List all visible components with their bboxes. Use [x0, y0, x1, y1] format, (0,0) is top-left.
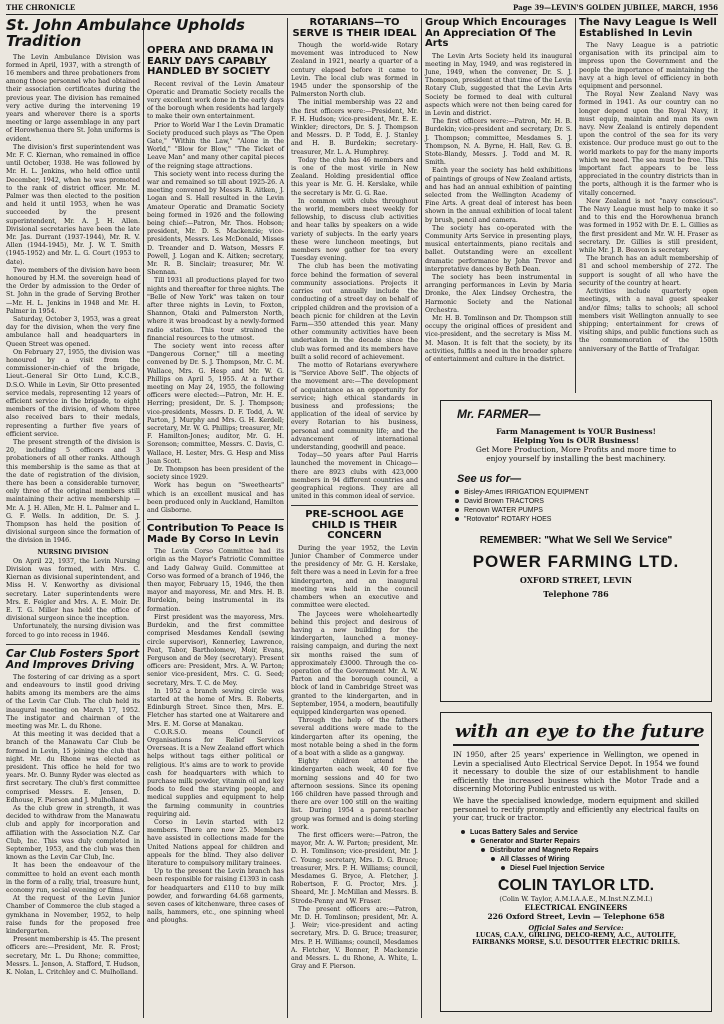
kindergarten-headline: PRE-SCHOOL AGE CHILD IS THEIR CONCERN	[305, 509, 404, 542]
ad-list-item	[455, 489, 711, 496]
article-paragraph: Today—50 years after Paul Harris launched the movement in Chicago—there are 8923 clubs with 423,000 members in 94 different countries and geographical regions. They are all united in this common ideal of service.	[291, 452, 418, 501]
paper-name: THE CHRONICLE	[6, 3, 76, 12]
ad-company-name: POWER FARMING LTD.	[472, 552, 680, 571]
arts-headline: Group Which Encourages An Appreciation Of The Arts	[425, 17, 567, 49]
bullet-icon	[481, 848, 485, 852]
ad-list-text: Renown WATER PUMPS	[464, 507, 543, 514]
column-opera-corso	[147, 46, 284, 1022]
article-paragraph: The present officers are:—Patron, Mr. D. H. Tomlinson; president, Mr. A. J. Weir; vice-president and acting secretary, Mrs. D. G. Bruce; treasurer, Mrs. P. H. Williams; council, Mesdames A. Fletcher, V. Bonner, P. Mackenzie and Messrs. L. du Rhone, A. White, L. Gray and F. Pierson.	[291, 905, 418, 971]
article-paragraph: The club has been the motivating force behind the formation of several community associations. Projects it carries out annually include the conducting of a street day on behalf of crippled children and the provision of a beach picnic for children at the Levin Farm—350 attended this year. Many other community activities have been undertaken in the decade since the club was formed and its members have built a solid record of achievement.	[291, 263, 418, 361]
article-paragraph: At this meeting it was decided that a branch of the Manawatu Car Club be formed in Levin, 15 joining the club that night. Mr. du Rhone was elected as president. This office he held for two years. Mr. O. Bunny Ryder was elected as first secretary. The club's first committee comprised Messrs. E. Jensen, D. Edhouse, F. Pierson and J. Mulholland.	[6, 731, 140, 804]
ad-list-item	[455, 507, 711, 514]
article-paragraph: As the club grew in strength, it was decided to withdraw from the Manawatu club and apply for incorporation and affiliation with the Association N.Z. Car Club, Inc. This was duly completed in September, 1953, and the club was then known as the Levin Car Club, Inc.	[6, 805, 140, 862]
bullet-icon	[455, 490, 459, 494]
article-paragraph: Eighty children attend the kindergarten each week, 40 for five morning sessions and 40 for two afternoon sessions. Since its opening 166 children have passed through and there are over 100 still on the waiting list. During 1954 a parent-teacher group was formed and is doing sterling work.	[291, 758, 418, 831]
article-paragraph: Today the club has 46 members and is one of the most virile in New Zealand. Holding presidential office this year is Mr. G. H. Kerslake, while the secretary is Mr. G. G. Rae.	[291, 156, 418, 197]
ad2-body-2: We have the specialised knowledge, modern equipment and skilled personnel to rectify promptly and efficiently any electrical faults on your car, truck or tractor.	[453, 796, 699, 823]
article-paragraph: Though the world-wide Rotary movement was introduced to New Zealand in 1921, nearly a quarter of a century elapsed before it came to Levin. The local club was formed in 1945 under the sponsorship of the Palmerston North club.	[291, 42, 418, 99]
column-rotary-kindergarten	[291, 18, 418, 1022]
ad2-body: IN 1950, after 25 years' experience in Wellington, we opened in Levin a specialised Auto Electrical Service Depot. In 1954 we found it necessary to double the size of our establishment to handle efficiently the increased business which the Motor Trade and a discerning Motoring Public entrusted us with.	[453, 751, 699, 794]
ad-list-text: Lucas Battery Sales and Service	[470, 828, 578, 836]
article-paragraph: The present strength of the division is 20, including 5 officers and 3 probationers of all other ranks. Although this membership is the same as that at the date of registration of the division, there has been a considerable turnover, only three of the original members still maintaining their active membership — Mr. A. J. H. Allen, Mr. H. L. Palmer and L. G. F. Wells. In addition, Dr. S. J. Thompson has held the position of divisional surgeon since the formation of the division in 1946.	[6, 439, 140, 545]
ad-remember: REMEMBER: "What We Sell We Service"	[479, 535, 673, 546]
article-paragraph: The Jaycees were wholeheartedly behind this project and desirous of having a new building for the kindergarten, launched a money-raising campaign, and during the next six months raised the sum of approximately £3000. Through the co-operation of the Government Mr. A. W. Parton and the borough council, a block of land in Cambridge Street was granted to the kindergarten, and in September, 1954, a modern, beautifully equipped kindergarten was opened.	[291, 610, 418, 716]
column-navy-league	[579, 18, 718, 388]
article-paragraph: It has been the endeavour of the committee to hold an event each month in the form of a rally, trial, treasure hunt, economy run, social evening or films.	[6, 862, 140, 895]
article-paragraph: The motto of Rotarians everywhere is "Service Above Self". The objects of the movement are:—The development of acquaintance as an opportunity for service; high ethical standards in business and professions; the application of the ideal of service by every Rotarian to his business, personal and community life; and the advancement of international understanding, goodwill and peace.	[291, 361, 418, 451]
bullet-icon	[455, 508, 459, 512]
ad-phone: Telephone 786	[543, 589, 609, 599]
article-paragraph: First president was the mayoress, Mrs. Burdekin, and the first committee comprised Mesdames Kendall (sewing circle supervisor), Kennerley, Lawrence, Peat, Tabor, Bartholomew, Moir, Evans, Ferguson and de Mey (secretary). Present officers are: President, Mrs. A. W. Parton; senior vice-president, Mrs. C. G. Seed; secretary, Mrs. T. C. de Mey.	[147, 613, 284, 687]
article-paragraph: The Levin Arts Society held its inaugural meeting in May, 1949, and was registered in June, 1949, when the convener, Dr. S. J. Thompson, president at that time of the Levin Rotary Club, suggested that the Levin Arts Society be formed to deal with cultural aspects which were not then being cared for in Levin and district.	[425, 52, 572, 117]
ad2-title: with an eye to the future	[455, 721, 705, 742]
article-paragraph: Saturday, October 3, 1953, was a great day for the division, when the very fine ambulance hall and headquarters in Queen Street was opened.	[6, 316, 140, 348]
corso-headline: Contribution To Peace Is Made By Corso In Levin	[147, 523, 284, 545]
bullet-icon	[461, 830, 465, 834]
article-paragraph: Mr. H. B. Tomlinson and Dr. Thompson still occupy the original offices of president and vice-president, and the secretary is Miss M. M. Mason. It is felt that the society, by its activities, fulfils a need in the broader sphere of entertainment and culture in the district.	[425, 315, 572, 364]
ad2-company-name: COLIN TAYLOR LTD.	[497, 876, 655, 894]
ad-list-item	[481, 847, 711, 854]
article-paragraph: Activities include quarterly open meetings, with a naval guest speaker and/or films; talks to schools; all school members visit Wellington annually to see shipping; entertainment for crews of visiting ships, and public functions such as the commemoration of the 150th anniversary of the Battle of Trafalgar.	[579, 288, 718, 353]
ad-list-item	[501, 865, 711, 872]
ad-line-1: Farm Management is YOUR Business!	[496, 427, 656, 436]
ad2-address: 226 Oxford Street, Levin — Telephone 658	[487, 911, 665, 921]
article-paragraph: The initial membership was 22 and the first officers were:—President, Mr. F. H. Hudson; vice-president, Mr. E. E. Winkler; directors, Dr. S. J. Thompson and Messrs. D. P. Todd, E. J. Stanley and H. B. Burdekin; secretary-treasurer, Mr. L. A. Humphrey.	[291, 99, 418, 156]
ad-list-text: Distributor and Magneto Repairs	[490, 846, 599, 854]
article-paragraph: The first officers were:—Patron, Mr. H. B. Burdekin; vice-president and secretary, Dr. S. J. Thompson; committee, Mesdames S. J. Thompson, N. A. Byrne, H. Hall, Rev. G. B. Stote-Blandy, Messrs. J. Todd and M. R. Smith.	[425, 118, 572, 167]
opera-headline: OPERA AND DRAMA IN EARLY DAYS CAPABLY HANDLED BY SOCIETY	[147, 45, 274, 77]
article-paragraph: In common with clubs throughout the world, members meet weekly for fellowship, to discuss club activities and hear talks by speakers on a wide variety of subjects. In the early years these were luncheon meetings, but members now gather for tea every Tuesday evening.	[291, 197, 418, 263]
article-paragraph: Unfortunately, the nursing division was forced to go into recess in 1946.	[6, 623, 140, 639]
ad-list-item	[455, 498, 711, 505]
column-rule	[575, 18, 576, 393]
article-paragraph: The society has co-operated with the Community Arts Service in presenting plays, musical entertainments, piano recitals and ballet. Outstanding were an excellent dramatic performance by John Trevor and interpretative dances by Beth Dean.	[425, 224, 572, 273]
article-paragraph: Through the help of the fathers several additions were made to the kindergarten after its opening, the most notable being a shed in the form of a boat with a slide as a gangway.	[291, 717, 418, 757]
ad2-person: (Colin W. Taylor, A.M.I.A.A.E., M.Inst.N.Z.M.I.)	[499, 894, 653, 903]
main-headline: St. John Ambulance Upholds Tradition	[6, 16, 245, 50]
ad-list-text: David Brown TRACTORS	[464, 498, 544, 505]
column-rule	[287, 18, 288, 1018]
ad-list-text: Diesel Fuel Injection Service	[510, 864, 605, 872]
ad-see-us-for: See us for—	[457, 473, 522, 485]
article-paragraph: Each year the society has held exhibitions of paintings of groups of New Zealand artists, and has had an annual exhibition of painting selected from the Wellington Academy of Fine Arts. A great deal of interest has been shown in the annual exhibition of local talent by brush, pencil and camera.	[425, 167, 572, 224]
article-paragraph: New Zealand is not "navy conscious". The Navy League must help to make it so and to this end the Horowhenua branch was formed in 1952 with Dr. E. L. Gillies as the first president and Mr. W. H. Fraser as secretary. Dr. Gillies is still president, while Mr. J. B. Beavon is secretary.	[579, 197, 718, 255]
car-club-headline: Car Club Fosters Sport And Improves Driving	[6, 647, 140, 671]
ad2-specialty: ELECTRICAL ENGINEERS	[524, 902, 628, 912]
ad2-brands-2: FAIRBANKS MORSE, S.U. DESOUTTER ELECTRIC DRILLS.	[472, 938, 680, 946]
column-arts-society	[425, 18, 572, 388]
article-paragraph: The division's first superintendent was Mr. F. C. Kiernan, who remained in office until October, 1938. He was followed by Mr. H. L. Jenkins, who held office until December, 1942, when he was promoted to the rank of district officer. Mr. M. Palmer was then elected to the position and held it until 1953, when he was succeeded by the present superintendent, Mr. A. J. H. Allen. Divisional secretaries have been the late Mr. Jas. Durrant (1937-1944), Mr. R. V. Allen (1944-1945), Mr. J. W. T. Smith (1945-1952) and Mr. L. G. Court (1953 to date).	[6, 143, 140, 266]
column-rule	[421, 18, 422, 1018]
article-paragraph: On April 22, 1937, the Levin Nursing Division was formed, with Mrs. C. Kiernan as divisional superintendent, and Miss H. V. Kenworthy as divisional secretary. Later superintendents were Mrs. E. Feigler and Mrs. A. E. Moir. Dr. E. T. G. Miller has held the office of divisional surgeon since the inception.	[6, 557, 140, 623]
bullet-icon	[501, 866, 505, 870]
bullet-icon	[491, 857, 495, 861]
article-paragraph: In 1952 a branch sewing circle was started at the home of Mrs. B. Roberts, Edinburgh Street. Since then, Mrs. E. Fletcher has started one at Waitarere and Mrs. E. M. Gorse at Manakau.	[147, 687, 284, 728]
article-paragraph: Present membership is 45. The present officers are:—President, Mr. R. Frost; secretary, Mr. L. Du Rhone; committee, Messrs. L. Jenson, A. Stafford, T. Hudson, K. Nolan, L. Critchley and C. Mulholland.	[6, 936, 140, 977]
ad-farmer-heading: Mr. FARMER—	[457, 407, 541, 421]
article-paragraph: The fostering of car driving as a sport and endeavours to instil good driving habits among its members are the aims of the Levin Car Club. The club held its inaugural meeting on March 17, 1952. The instigator and chairman of the meeting was Mr. L. du Rhone.	[6, 673, 140, 730]
article-paragraph: Corso in Levin started with 12 members. There are now 25. Members have assisted in collections made for the United Nations appeal for children and appeals for the blind. They also deliver literature to compulsory military trainees.	[147, 818, 284, 867]
rotary-headline: ROTARIANS—TO SERVE IS THEIR IDEAL	[292, 17, 417, 39]
article-paragraph: At the request of the Levin Junior Chamber of Commerce the club staged a gymkhana in November, 1952, to help raise funds for the proposed free kindergarten.	[6, 895, 140, 936]
article-paragraph: The Royal New Zealand Navy was formed in 1941. As our country can no longer depend upon the Royal Navy, it must equip, maintain and man its own navy. New Zealand is entirely dependent upon the control of the sea for its very existence. Our produce must go out to the world markets to pay for the many imports which we need. The sea must be free. This important fact appears to be less appreciated in the country districts than in the ports, although it is the farmer who is vitally concerned.	[579, 91, 718, 197]
article-paragraph: The first officers were:—Patron, the mayor, Mr. A. W. Parton; president, Mr. D. H. Tomlinson; vice-president, Mr. J. C. Young; secretary, Mrs. D. G. Bruce; treasurer, Mrs. P. H. Williams; council, Mesdames G. Bryce, A. Fletcher, J. Robertson, F. G. Proctor, Mrs. J. Sheard, Mr. J. McMillan and Messrs. B. Strode-Penny and W. Fraser.	[291, 831, 418, 905]
power-farming-advert	[440, 400, 712, 702]
article-paragraph: The branch has an adult membership of 81 and school membership of 272. The support is sought of all who have the security of the country at heart.	[579, 255, 718, 287]
article-paragraph: Dr. Thompson has been president of the society since 1929.	[147, 466, 284, 482]
page-info: Page 39—LEVIN'S GOLDEN JUBILEE, MARCH, 1956	[513, 3, 718, 12]
article-paragraph: The Levin Ambulance Division was formed in April, 1937, with a strength of 16 members and three probationers from among those personnel who had obtained their association certificates during the previous year. The division has remained very active during the intervening 19 years and wherever there is a sports meeting or large assemblage in any part of Horowhenua there St. John uniforms is evident.	[6, 53, 140, 143]
article-paragraph: During the year 1952, the Levin Junior Chamber of Commerce under the presidency of Mr. G. H. Kerslake, felt there was a need in Levin for a free kindergarten, and an inaugural meeting was held in the council chambers when an executive and committee were elected.	[291, 544, 418, 610]
article-paragraph: Up to the present the Levin branch has been responsible for raising £1393 in cash for headquarters and £110 to buy milk powder, and forwarding 64.68 garments, seven cases of kitchenware, three cases of nails, hammers, etc., one spinning wheel and ploughs.	[147, 868, 284, 925]
article-paragraph: The Navy League is a patriotic organisation with its principal aim to impress upon the Government and the people the importance of maintaining the navy at a high level of efficiency in both equipment and personnel.	[579, 42, 718, 91]
ad2-brands-1: LUCAS, C.A.V., GIRLING, DELCO-REMY, A.C., AUTOLITE,	[475, 931, 677, 939]
navy-headline: The Navy League Is Well Established In Levin	[579, 17, 717, 39]
article-paragraph: Recent revival of the Levin Amateur Operatic and Dramatic Society recalls the very excellent work done in the early days of the borough when residents had largely to make their own entertainment.	[147, 80, 284, 121]
article-paragraph: Work has begun on "Sweethearts" which is an excellent musical and has been produced only in Auckland, Hamilton and Gisborne.	[147, 482, 284, 515]
ad2-official: Official Sales and Service:	[528, 923, 624, 932]
bullet-icon	[471, 839, 475, 843]
ad-list-item	[491, 856, 711, 863]
article-paragraph: Two members of the division have been honoured by H.M. the sovereign head of the Order by admission to the Order of St. John in the grade of Serving Brother—Mr. H. L. Jenkins in 1948 and Mr. H. Palmer in 1954.	[6, 266, 140, 315]
column-rule	[143, 18, 144, 1018]
ad-list-item	[471, 838, 711, 845]
page-header	[6, 2, 718, 15]
ad-list-item	[455, 516, 711, 523]
ad-list-text: Bisley-Ames IRRIGATION EQUIPMENT	[464, 489, 589, 496]
article-paragraph: This society went into recess during the war and remained so till about 1925-26. A meeting convened by Messrs R. Aitken, J. Logan and S. Hall resulted in the Levin Amateur Operatic and Dramatic Society being formed in 1926 and the following being chief:—Patron, Mr. Thos. Hobson; president, Mr. D. S. Mackenzie; vice-presidents, Messrs. Les McDonald, Misses D. Treander and D. Watson, Messrs F. Powell, J. Logan and K. Aitken; secretary, Mr. R. B. Sinclair; treasurer, Mr. W. Shennan.	[147, 170, 284, 277]
ad-line-2: Helping You is OUR Business!	[512, 436, 640, 445]
bullet-icon	[455, 517, 459, 521]
ad-list-text: All Classes of Wiring	[500, 855, 570, 863]
article-paragraph: The society has been instrumental in arranging performances in Levin by Maria Dronke, the Alex Lindsey Orchestra, the Harmonic Society and the National Orchestra.	[425, 273, 572, 314]
ad-list-text: "Rotovator" ROTARY HOES	[464, 516, 552, 523]
ad-list-text: Generator and Starter Repairs	[480, 837, 580, 845]
ad-street: OXFORD STREET, LEVIN	[519, 575, 633, 585]
article-paragraph: C.O.R.S.O. means Council of Organisations for Relief Services Overseas. It is a New Zealand effort which helps without tags either political or religious. It's aims are to work to provide cash for headquarters with which to purchase milk powder, vitamin oil and key foods to feed the starving people, and medical supplies and equipment to help the farming community in countries requiring aid.	[147, 728, 284, 818]
colin-taylor-advert	[440, 712, 712, 1012]
bullet-icon	[455, 499, 459, 503]
article-paragraph: On February 27, 1955, the division was honoured by a visit from the commissioner-in-chief of the brigade, Lieut.-General Sir Otto Lund, K.C.B., D.S.O. While in Levin, Sir Otto presented service medals, representing 12 years of efficient service in the brigade, to eight members of the division, of whom three also received bars to their medals, representing a further five years of efficient service.	[6, 348, 140, 438]
article-paragraph: The Levin Corso Committee had its origin as the Mayor's Patriotic Committee and Lady Galway Guild. Committee at Corso was formed of a branch of 1946, the then mayor, February 15, 1946, the then mayor and mayoress, Mr. and Mrs. H. B. Burdekin, being instrumental in its formation.	[147, 548, 284, 613]
nursing-division-heading: NURSING DIVISION	[37, 548, 109, 556]
ad-line-3: Get More Production, More Profits and more time to enjoy yourself by installing the best machinery.	[475, 445, 677, 463]
article-paragraph: Till 1931 all productions played for two nights and thereafter for three nights. The "Belle of New York" was taken on tour after three nights in Levin, to Foxton, Shannon, Otaki and Palmerston North, where it was broadcast by a newly-formed radio station. This tour strained the financial resources to the utmost.	[147, 277, 284, 342]
ad-list-item	[461, 829, 711, 836]
article-paragraph: The society went into recess after "Dangerous Corner," till a meeting convened by Dr. S. J. Thompson, Mr. C. M. Wallace, Mrs. G. Hesp and Mr. W. G. Phillips on April 5, 1955. At a further meeting on May 24, 1955, the following officers were elected:—Patron, Mr. H. E. Herring; president, Dr. S. J. Thompson; vice-presidents, Messrs. D. F. Todd, A. W. Parton, J. Murphy and Mrs. G. H. Kerdell; secretary, Mr. W. G. Phillips; treasurer, Mr. F. Hamilton-Jones; auditor, Mr. G. H. Sorenson; committee, Messrs. C. Davis, C. Wallace, H. Lester, Mrs. G. Hesp and Miss Jean Scott.	[147, 343, 284, 465]
article-paragraph: Prior to World War I the Levin Dramatic Society produced such plays as "The Open Gate," "Within the Law," "Alone in the World," "Blow for Blow," "The Ticket of Leave Man" and many other capital pieces of the reigning stage attractions.	[147, 121, 284, 170]
